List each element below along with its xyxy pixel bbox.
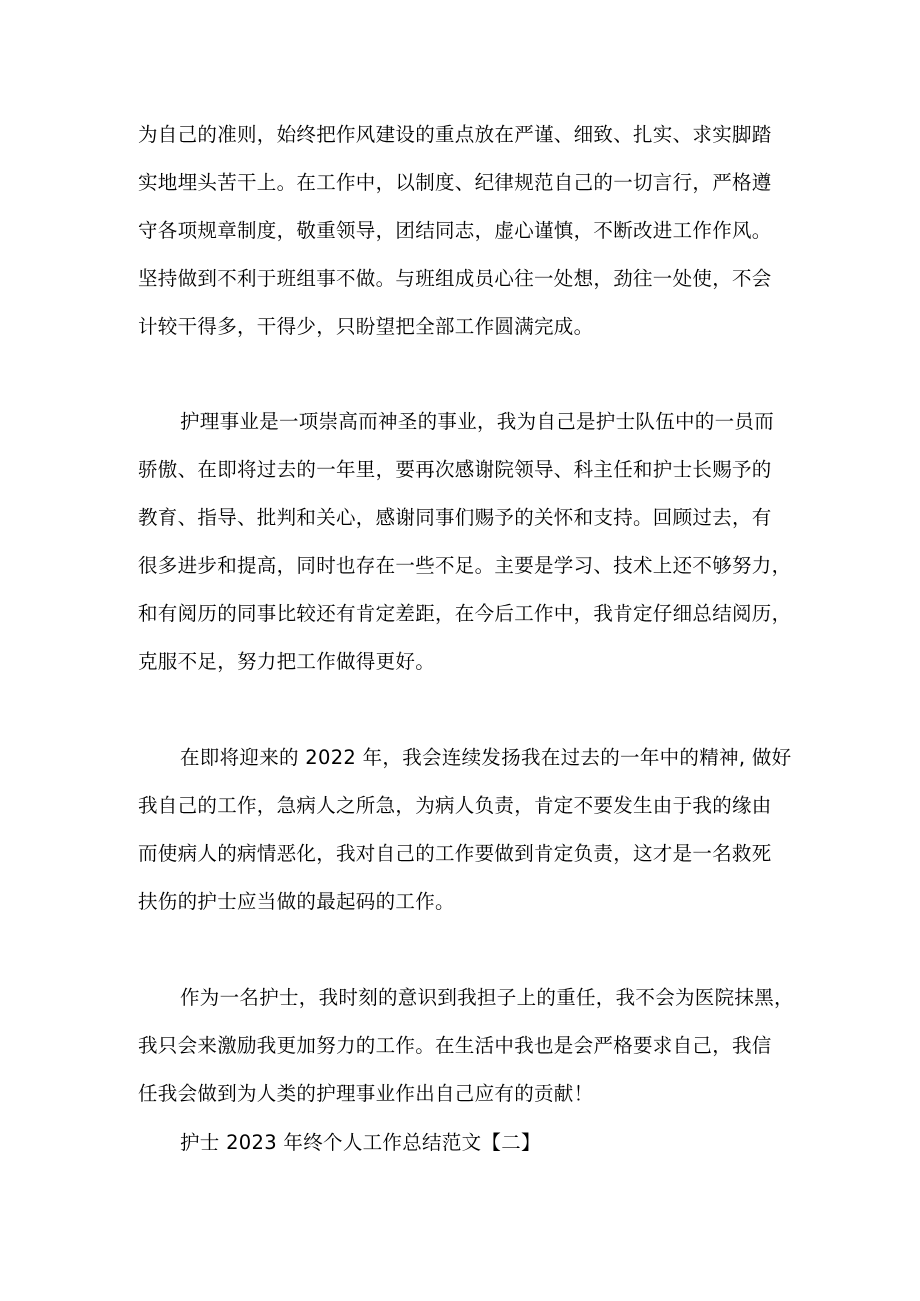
paragraph-2-line-4: 很多进步和提高，同时也存在一些不足。主要是学习、技术上还不够努力， xyxy=(138,554,792,577)
paragraph-1-line-5: 计较干得多，干得少，只盼望把全部工作圆满完成。 xyxy=(138,315,594,338)
paragraph-3-line-4: 扶伤的护士应当做的最起码的工作。 xyxy=(138,890,455,913)
paragraph-2-line-6: 克服不足，努力把工作做得更好。 xyxy=(138,650,436,673)
paragraph-4-line-3: 任我会做到为人类的护理事业作出自己应有的贡献！ xyxy=(138,1082,594,1105)
paragraph-1-line-2: 实地埋头苦干上。在工作中，以制度、纪律规范自己的一切言行，严格遵 xyxy=(138,171,772,194)
paragraph-4-line-2: 我只会来激励我更加努力的工作。在生活中我也是会严格要求自己，我信 xyxy=(138,1034,772,1057)
paragraph-3-line-2: 我自己的工作，急病人之所急，为病人负责，肯定不要发生由于我的缘由 xyxy=(138,794,772,817)
paragraph-1-line-3: 守各项规章制度，敬重领导，团结同志，虚心谨慎，不断改进工作作风。 xyxy=(138,219,772,242)
paragraph-2-line-3: 教育、指导、批判和关心，感谢同事们赐予的关怀和支持。回顾过去，有 xyxy=(138,506,772,529)
paragraph-2-line-2: 骄傲、在即将过去的一年里，要再次感谢院领导、科主任和护士长赐予的 xyxy=(138,458,772,481)
paragraph-3-line-1: 在即将迎来的 2022 年，我会连续发扬我在过去的一年中的精神, 做好 xyxy=(180,746,792,769)
paragraph-1-line-4: 坚持做到不利于班组事不做。与班组成员心往一处想，劲往一处使，不会 xyxy=(138,267,772,290)
paragraph-4-line-1: 作为一名护士，我时刻的意识到我担子上的重任，我不会为医院抹黑， xyxy=(180,986,794,1009)
paragraph-2-line-1: 护理事业是一项崇高而神圣的事业，我为自己是护士队伍中的一员而 xyxy=(180,410,775,433)
paragraph-2-line-5: 和有阅历的同事比较还有肯定差距，在今后工作中，我肯定仔细总结阅历， xyxy=(138,602,792,625)
section-heading: 护士 2023 年终个人工作总结范文【二】 xyxy=(180,1131,541,1154)
paragraph-1-line-1: 为自己的准则，始终把作风建设的重点放在严谨、细致、扎实、求实脚踏 xyxy=(138,123,772,146)
paragraph-3-line-3: 而使病人的病情恶化，我对自己的工作要做到肯定负责，这才是一名救死 xyxy=(138,842,772,865)
